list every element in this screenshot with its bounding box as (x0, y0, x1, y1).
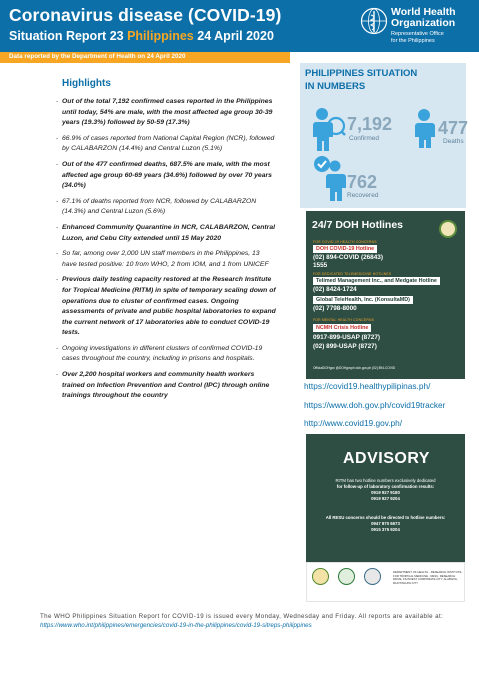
bullet-dash: - (56, 98, 59, 105)
who-name: World Health Organization (391, 6, 456, 29)
highlight-item (56, 160, 276, 192)
bullet-dash: - (56, 223, 59, 231)
highlight-text: So far, among over 2,000 UN staff members in the Philippines, 13 have tested positive: 10 from WHO, 2 from IOM, and 1 from UNICEF (62, 250, 269, 268)
highlight-text: Previous daily testing capacity restored at the Research Institute for Tropical Medicine (RITM) in spite of temporary scaling down of operations due to cluster of confirmed cases. Ongoing assessments of private and public hospital laboratories to expand the current network of 17 laboratories able to conduct COVID-19 tests. (62, 276, 276, 337)
bullet-dash: - (56, 344, 59, 352)
highlights-title: Highlights (62, 78, 111, 89)
highlights-list (56, 97, 276, 407)
link-doh-tracker[interactable]: https://www.doh.gov.ph/covid19tracker (304, 400, 446, 410)
advisory-number: 0947 870 6673 (371, 521, 400, 526)
doh-seal-icon (312, 568, 329, 585)
highlight-text: Enhanced Community Quarantine in NCR, CALABARZON, Central Luzon, and Cebu City extended until 15 May 2020 (62, 223, 275, 242)
hotline-tag: NCMH Crisis Hotline (313, 324, 371, 332)
bullet-dash: - (56, 371, 59, 379)
hotline-number: 1555 (313, 262, 328, 269)
who-logo-icon (360, 7, 388, 35)
hotline-tag: DOH COVID-19 Hotline (313, 245, 377, 253)
advisory-number: 0919 927 9204 (371, 496, 400, 501)
resu-seal-icon (364, 568, 381, 585)
advisory-text: RITM has two hotline numbers exclusively dedicated (335, 478, 436, 483)
ritm-seal-icon (338, 568, 355, 585)
highlight-item (56, 223, 276, 244)
confirmed-person-icon (306, 106, 346, 152)
advisory-number: 0919 927 9180 (371, 490, 400, 495)
highlight-text: 66.9% of cases reported from National Capital Region (NCR), followed by CALABARZON (14.4%) and Central Luzon (5.1%) (62, 134, 275, 153)
hotline-social-footer: OfficialDOHgov @DOHgovph doh.gov.ph (02) 894-COVID (313, 366, 396, 370)
highlight-item (56, 370, 276, 402)
doh-hotlines-panel (306, 211, 465, 379)
situation-numbers-title: PHILIPPINES SITUATION IN NUMBERS (305, 68, 418, 92)
bullet-dash: - (56, 276, 59, 284)
deaths-label: Deaths (443, 138, 464, 145)
advisory-title: ADVISORY (343, 450, 430, 467)
advisory-text: All RESU concerns should be directed to hotline numbers: (325, 515, 446, 520)
bullet-dash: - (56, 160, 59, 168)
report-title: Coronavirus disease (COVID-19) (9, 5, 282, 25)
hotline-number: (02) 899-USAP (8727) (313, 343, 377, 350)
hotline-number: (02) 7798-8000 (313, 305, 357, 312)
hotline-category: FOR DEDICATED TELEMEDICINE HOTLINES (313, 272, 392, 276)
hotline-category: FOR MENTAL HEALTH CONCERNS (313, 318, 375, 322)
highlight-text: Out of the total 7,192 confirmed cases reported in the Philippines until today, 54% are male, with the most affected age group 30-39 years (19.3%) followed by 50-59 (17.3%) (62, 98, 273, 127)
confirmed-label: Confirmed (349, 135, 379, 142)
hotline-tag: Telimed Management Inc., and Medgate Hotline (313, 277, 440, 285)
link-covid19-gov[interactable]: http://www.covid19.gov.ph/ (304, 418, 403, 428)
recovered-person-icon (312, 154, 348, 202)
highlight-text: 67.1% of deaths reported from NCR, followed by CALABARZON (14.3%) and Central Luzon (5.6%) (62, 197, 257, 216)
highlight-text: Over 2,200 hospital workers and community health workers trained on Infection Prevention and Control (IPC) through online trainings throughout the country (62, 371, 270, 400)
highlight-text: Out of the 477 confirmed deaths, 687.5% are male, with the most affected age group 60-69 years (34.6%) followed by over 70 years (34.0%) (62, 160, 272, 190)
deaths-person-icon (410, 108, 438, 148)
report-footer: The WHO Philippines Situation Report for COVID-19 is issued every Monday, Wednesday and Friday. All reports are available at: https://www.who.int/philippines/emergencies/covid-19-in-the-philippines/covid-19-sitreps-philippines (40, 613, 444, 629)
advisory-agency-text: DEPARTMENT OF HEALTH · RESEARCH INSTITUTE FOR TROPICAL MEDICINE · RESU, RESEARCH DRIVE, FILINVEST CORPORATE CITY, ALABANG, MUNTINLUPA CITY (393, 570, 462, 585)
bullet-dash: - (56, 197, 59, 205)
footer-link[interactable]: https://www.who.int/philippines/emergencies/covid-19-in-the-philippines/covid-19-sitreps-philippines (40, 621, 312, 629)
recovered-label: Recovered (347, 192, 379, 199)
link-healthypilipinas[interactable]: https://covid19.healthypilipinas.ph/ (304, 381, 431, 391)
highlight-item (56, 97, 276, 129)
advisory-text: for follow-up of laboratory confirmation results: (336, 484, 435, 489)
report-subtitle: Situation Report 23 Philippines 24 April 2020 (9, 29, 274, 43)
confirmed-count: 7,192 (347, 114, 393, 134)
hotline-number: (02) 894-COVID (26843) (313, 254, 383, 261)
highlight-item (56, 197, 276, 218)
hotline-number: (02) 8424-1724 (313, 286, 357, 293)
highlight-item (56, 249, 276, 270)
deaths-count: 477 (438, 118, 469, 138)
hotline-number: 0917-899-USAP (8727) (313, 334, 381, 341)
advisory-number: 0915 375 9204 (371, 527, 400, 532)
bullet-dash: - (56, 134, 59, 142)
data-source-bar: Data reported by the Department of Health on 24 April 2020 (0, 52, 290, 63)
who-rep-office: Representative Office for the Philippines (391, 31, 444, 44)
hotline-tag: Global TeleHealth, Inc. (KonsultaMD) (313, 296, 413, 304)
doh-seal-icon (439, 220, 457, 238)
recovered-count: 762 (347, 172, 378, 192)
doh-hotlines-title: 24/7 DOH Hotlines (312, 219, 404, 231)
hotline-category: FOR COVID-19 HEALTH CONCERNS (313, 240, 377, 244)
highlight-text: Ongoing investigations in different clusters of confirmed COVID-19 cases throughout the country, including in prisons and hospitals. (62, 344, 263, 363)
highlight-item (56, 344, 276, 365)
bullet-dash: - (56, 250, 59, 258)
highlight-item (56, 134, 276, 155)
highlight-item (56, 275, 276, 339)
